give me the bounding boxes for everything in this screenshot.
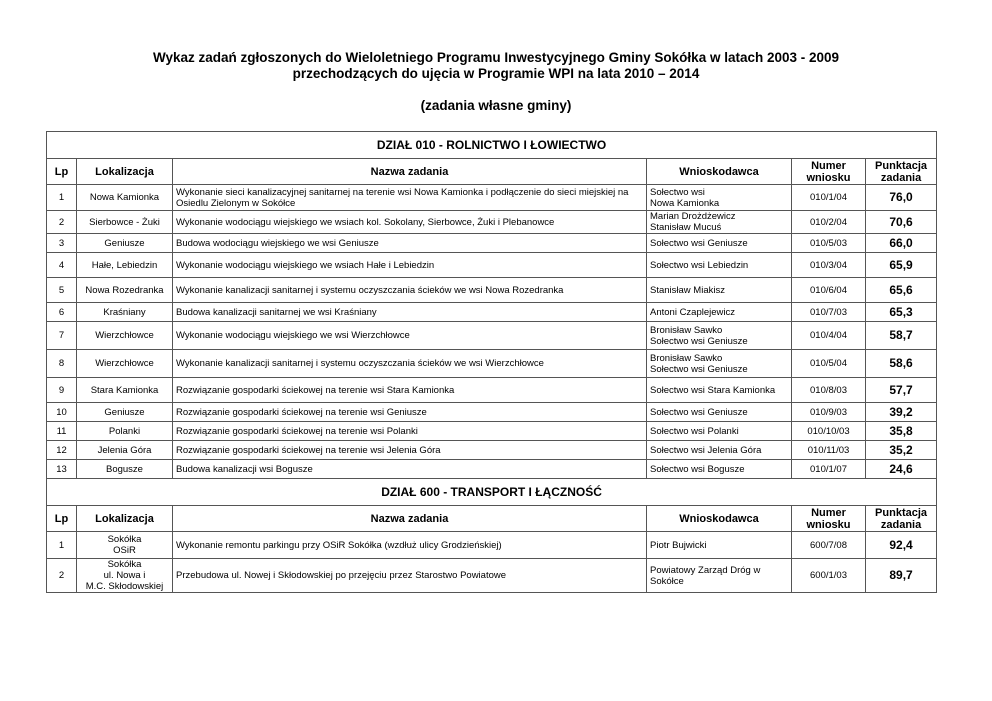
cell-nazwa: Budowa wodociągu wiejskiego we wsi Geniusze bbox=[173, 234, 647, 253]
cell-punktacja: 35,8 bbox=[866, 422, 937, 441]
cell-wnioskodawca: Bronisław Sawko Sołectwo wsi Geniusze bbox=[647, 322, 792, 350]
cell-wnioskodawca: Piotr Bujwicki bbox=[647, 532, 792, 559]
col-header-nazwa: Nazwa zadania bbox=[173, 506, 647, 532]
table-row bbox=[47, 378, 937, 403]
cell-nazwa: Przebudowa ul. Nowej i Skłodowskiej po przejęciu przez Starostwo Powiatowe bbox=[173, 559, 647, 593]
col-header-lp: Lp bbox=[47, 159, 77, 185]
cell-wnioskodawca: Powiatowy Zarząd Dróg w Sokółce bbox=[647, 559, 792, 593]
cell-punktacja: 65,3 bbox=[866, 303, 937, 322]
cell-lp: 9 bbox=[47, 378, 77, 403]
table-row bbox=[47, 185, 937, 211]
cell-wnioskodawca: Sołectwo wsi Bogusze bbox=[647, 460, 792, 479]
section-header-row bbox=[47, 132, 937, 159]
table-row bbox=[47, 234, 937, 253]
cell-wnioskodawca: Sołectwo wsi Polanki bbox=[647, 422, 792, 441]
cell-wnioskodawca: Sołectwo wsi Lebiedzin bbox=[647, 253, 792, 278]
col-header-lp: Lp bbox=[47, 506, 77, 532]
cell-numer: 010/4/04 bbox=[792, 322, 866, 350]
cell-lokalizacja: Sokółka OSiR bbox=[77, 532, 173, 559]
cell-wnioskodawca: Sołectwo wsi Stara Kamionka bbox=[647, 378, 792, 403]
cell-lp: 13 bbox=[47, 460, 77, 479]
cell-lp: 1 bbox=[47, 532, 77, 559]
cell-lokalizacja: Kraśniany bbox=[77, 303, 173, 322]
cell-numer: 600/7/08 bbox=[792, 532, 866, 559]
cell-lp: 8 bbox=[47, 350, 77, 378]
cell-nazwa: Rozwiązanie gospodarki ściekowej na terenie wsi Polanki bbox=[173, 422, 647, 441]
cell-wnioskodawca: Antoni Czaplejewicz bbox=[647, 303, 792, 322]
title-line-2: przechodzących do ujęcia w Programie WPI na lata 2010 – 2014 bbox=[292, 66, 700, 81]
title-line-1: Wykaz zadań zgłoszonych do Wieloletniego Programu Inwestycyjnego Gminy Sokółka w latach 2003 - 2009 bbox=[152, 50, 840, 65]
cell-numer: 010/1/07 bbox=[792, 460, 866, 479]
cell-nazwa: Rozwiązanie gospodarki ściekowej na terenie wsi Geniusze bbox=[173, 403, 647, 422]
table-row bbox=[47, 532, 937, 559]
cell-nazwa: Wykonanie wodociągu wiejskiego we wsiach kol. Sokolany, Sierbowce, Żuki i Plebanowce bbox=[173, 211, 647, 234]
col-header-punktacja: Punktacja zadania bbox=[866, 506, 937, 532]
table-row bbox=[47, 211, 937, 234]
cell-punktacja: 39,2 bbox=[866, 403, 937, 422]
section-title: DZIAŁ 600 - TRANSPORT I ŁĄCZNOŚĆ bbox=[47, 479, 937, 506]
cell-punktacja: 66,0 bbox=[866, 234, 937, 253]
cell-wnioskodawca: Bronisław Sawko Sołectwo wsi Geniusze bbox=[647, 350, 792, 378]
cell-lokalizacja: Geniusze bbox=[77, 403, 173, 422]
cell-nazwa: Wykonanie remontu parkingu przy OSiR Sokółka (wzdłuż ulicy Grodzieńskiej) bbox=[173, 532, 647, 559]
cell-numer: 010/5/04 bbox=[792, 350, 866, 378]
cell-numer: 600/1/03 bbox=[792, 559, 866, 593]
cell-nazwa: Wykonanie kanalizacji sanitarnej i systemu oczyszczania ścieków we wsi Nowa Rozedranka bbox=[173, 278, 647, 303]
cell-lp: 12 bbox=[47, 441, 77, 460]
cell-punktacja: 58,7 bbox=[866, 322, 937, 350]
section-title: DZIAŁ 010 - ROLNICTWO I ŁOWIECTWO bbox=[47, 132, 937, 159]
tasks-table bbox=[46, 131, 937, 593]
table-row bbox=[47, 303, 937, 322]
cell-nazwa: Wykonanie wodociągu wiejskiego we wsi Wierzchłowce bbox=[173, 322, 647, 350]
cell-punktacja: 65,6 bbox=[866, 278, 937, 303]
cell-lokalizacja: Nowa Rozedranka bbox=[77, 278, 173, 303]
cell-nazwa: Wykonanie sieci kanalizacyjnej sanitarnej na terenie wsi Nowa Kamionka i podłączenie do sieci miejskiej na Osiedlu Zielonym w Sokółce bbox=[173, 185, 647, 211]
cell-nazwa: Budowa kanalizacji wsi Bogusze bbox=[173, 460, 647, 479]
cell-numer: 010/5/03 bbox=[792, 234, 866, 253]
cell-punktacja: 58,6 bbox=[866, 350, 937, 378]
col-header-wnioskodawca: Wnioskodawca bbox=[647, 506, 792, 532]
cell-lp: 3 bbox=[47, 234, 77, 253]
cell-punktacja: 70,6 bbox=[866, 211, 937, 234]
cell-wnioskodawca: Sołectwo wsi Geniusze bbox=[647, 403, 792, 422]
cell-lokalizacja: Stara Kamionka bbox=[77, 378, 173, 403]
cell-nazwa: Rozwiązanie gospodarki ściekowej na terenie wsi Jelenia Góra bbox=[173, 441, 647, 460]
cell-numer: 010/1/04 bbox=[792, 185, 866, 211]
cell-lokalizacja: Jelenia Góra bbox=[77, 441, 173, 460]
table-row bbox=[47, 253, 937, 278]
cell-punktacja: 35,2 bbox=[866, 441, 937, 460]
col-header-punktacja: Punktacja zadania bbox=[866, 159, 937, 185]
section-header-row bbox=[47, 479, 937, 506]
cell-nazwa: Wykonanie kanalizacji sanitarnej i systemu oczyszczania ścieków we wsi Wierzchłowce bbox=[173, 350, 647, 378]
col-header-numer: Numer wniosku bbox=[792, 506, 866, 532]
cell-lp: 11 bbox=[47, 422, 77, 441]
table-row bbox=[47, 422, 937, 441]
cell-lokalizacja: Sokółka ul. Nowa i M.C. Skłodowskiej bbox=[77, 559, 173, 593]
col-header-numer: Numer wniosku bbox=[792, 159, 866, 185]
table-row bbox=[47, 278, 937, 303]
cell-wnioskodawca: Sołectwo wsi Jelenia Góra bbox=[647, 441, 792, 460]
column-header-row bbox=[47, 159, 937, 185]
cell-punktacja: 89,7 bbox=[866, 559, 937, 593]
table-row bbox=[47, 460, 937, 479]
table-row bbox=[47, 559, 937, 593]
cell-numer: 010/10/03 bbox=[792, 422, 866, 441]
cell-lokalizacja: Wierzchłowce bbox=[77, 350, 173, 378]
table-row bbox=[47, 322, 937, 350]
cell-numer: 010/7/03 bbox=[792, 303, 866, 322]
cell-nazwa: Rozwiązanie gospodarki ściekowej na terenie wsi Stara Kamionka bbox=[173, 378, 647, 403]
cell-lp: 2 bbox=[47, 559, 77, 593]
cell-punktacja: 24,6 bbox=[866, 460, 937, 479]
cell-numer: 010/8/03 bbox=[792, 378, 866, 403]
cell-lp: 5 bbox=[47, 278, 77, 303]
cell-punktacja: 76,0 bbox=[866, 185, 937, 211]
cell-wnioskodawca: Sołectwo wsi Nowa Kamionka bbox=[647, 185, 792, 211]
cell-lp: 2 bbox=[47, 211, 77, 234]
cell-lokalizacja: Wierzchłowce bbox=[77, 322, 173, 350]
cell-lp: 1 bbox=[47, 185, 77, 211]
table-row bbox=[47, 441, 937, 460]
table-row bbox=[47, 350, 937, 378]
cell-lp: 10 bbox=[47, 403, 77, 422]
cell-punktacja: 65,9 bbox=[866, 253, 937, 278]
cell-numer: 010/6/04 bbox=[792, 278, 866, 303]
cell-punktacja: 57,7 bbox=[866, 378, 937, 403]
col-header-lokalizacja: Lokalizacja bbox=[77, 159, 173, 185]
cell-numer: 010/2/04 bbox=[792, 211, 866, 234]
cell-nazwa: Wykonanie wodociągu wiejskiego we wsiach Hałe i Lebiedzin bbox=[173, 253, 647, 278]
cell-punktacja: 92,4 bbox=[866, 532, 937, 559]
col-header-lokalizacja: Lokalizacja bbox=[77, 506, 173, 532]
cell-lokalizacja: Hałe, Lebiedzin bbox=[77, 253, 173, 278]
cell-numer: 010/9/03 bbox=[792, 403, 866, 422]
table-row bbox=[47, 403, 937, 422]
cell-numer: 010/11/03 bbox=[792, 441, 866, 460]
cell-lp: 6 bbox=[47, 303, 77, 322]
cell-lokalizacja: Bogusze bbox=[77, 460, 173, 479]
col-header-nazwa: Nazwa zadania bbox=[173, 159, 647, 185]
cell-wnioskodawca: Marian Drożdżewicz Stanisław Mucuś bbox=[647, 211, 792, 234]
column-header-row bbox=[47, 506, 937, 532]
cell-lp: 4 bbox=[47, 253, 77, 278]
cell-wnioskodawca: Sołectwo wsi Geniusze bbox=[647, 234, 792, 253]
col-header-wnioskodawca: Wnioskodawca bbox=[647, 159, 792, 185]
cell-nazwa: Budowa kanalizacji sanitarnej we wsi Kraśniany bbox=[173, 303, 647, 322]
cell-lokalizacja: Sierbowce - Żuki bbox=[77, 211, 173, 234]
cell-numer: 010/3/04 bbox=[792, 253, 866, 278]
cell-wnioskodawca: Stanisław Miakisz bbox=[647, 278, 792, 303]
cell-lp: 7 bbox=[47, 322, 77, 350]
cell-lokalizacja: Geniusze bbox=[77, 234, 173, 253]
cell-lokalizacja: Polanki bbox=[77, 422, 173, 441]
subtitle: (zadania własne gminy) bbox=[420, 98, 572, 113]
cell-lokalizacja: Nowa Kamionka bbox=[77, 185, 173, 211]
